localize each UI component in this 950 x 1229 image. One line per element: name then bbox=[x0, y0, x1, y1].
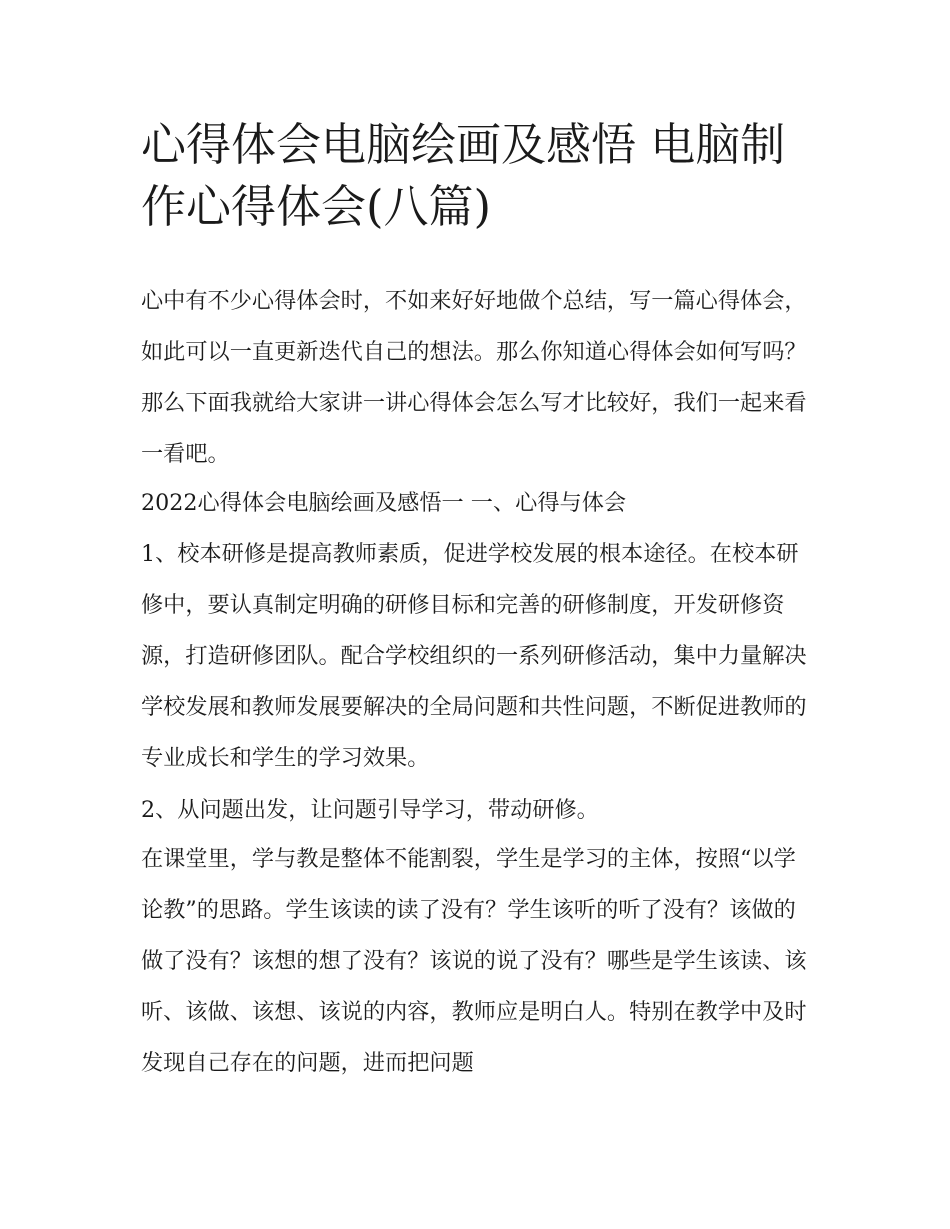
body-paragraph: 在课堂里，学与教是整体不能割裂，学生是学习的主体，按照“以学论教”的思路。学生该读的读了没有？学生该听的听了没有？该做的做了没有？该想的想了没有？该说的说了没有？哪些是学生该读、该听、该做、该想、该说的内容，教师应是明白人。特别在教学中及时发现自己存在的问题，进而把问题 bbox=[141, 846, 807, 1076]
body-paragraph: 2、从问题出发，让问题引导学习，带动研修。 bbox=[141, 797, 599, 823]
body-paragraph: 1、校本研修是提高教师素质，促进学校发展的根本途径。在校本研修中，要认真制定明确的研修目标和完善的研修制度，开发研修资源，打造研修团队。配合学校组织的一系列研修活动，集中力量解决学校发展和教师发展要解决的全局问题和共性问题，不断促进教师的专业成长和学生的学习效果。 bbox=[141, 541, 807, 771]
intro-paragraph: 心中有不少心得体会时，不如来好好地做个总结，写一篇心得体会，如此可以一直更新迭代自己的想法。那么你知道心得体会如何写吗？那么下面我就给大家讲一讲心得体会怎么写才比较好，我们一起来看一看吧。 bbox=[141, 288, 807, 467]
section-heading: 2022心得体会电脑绘画及感悟一 一、心得与体会 bbox=[141, 490, 627, 516]
document-title: 心得体会电脑绘画及感悟 电脑制作心得体会(八篇) bbox=[141, 118, 786, 233]
